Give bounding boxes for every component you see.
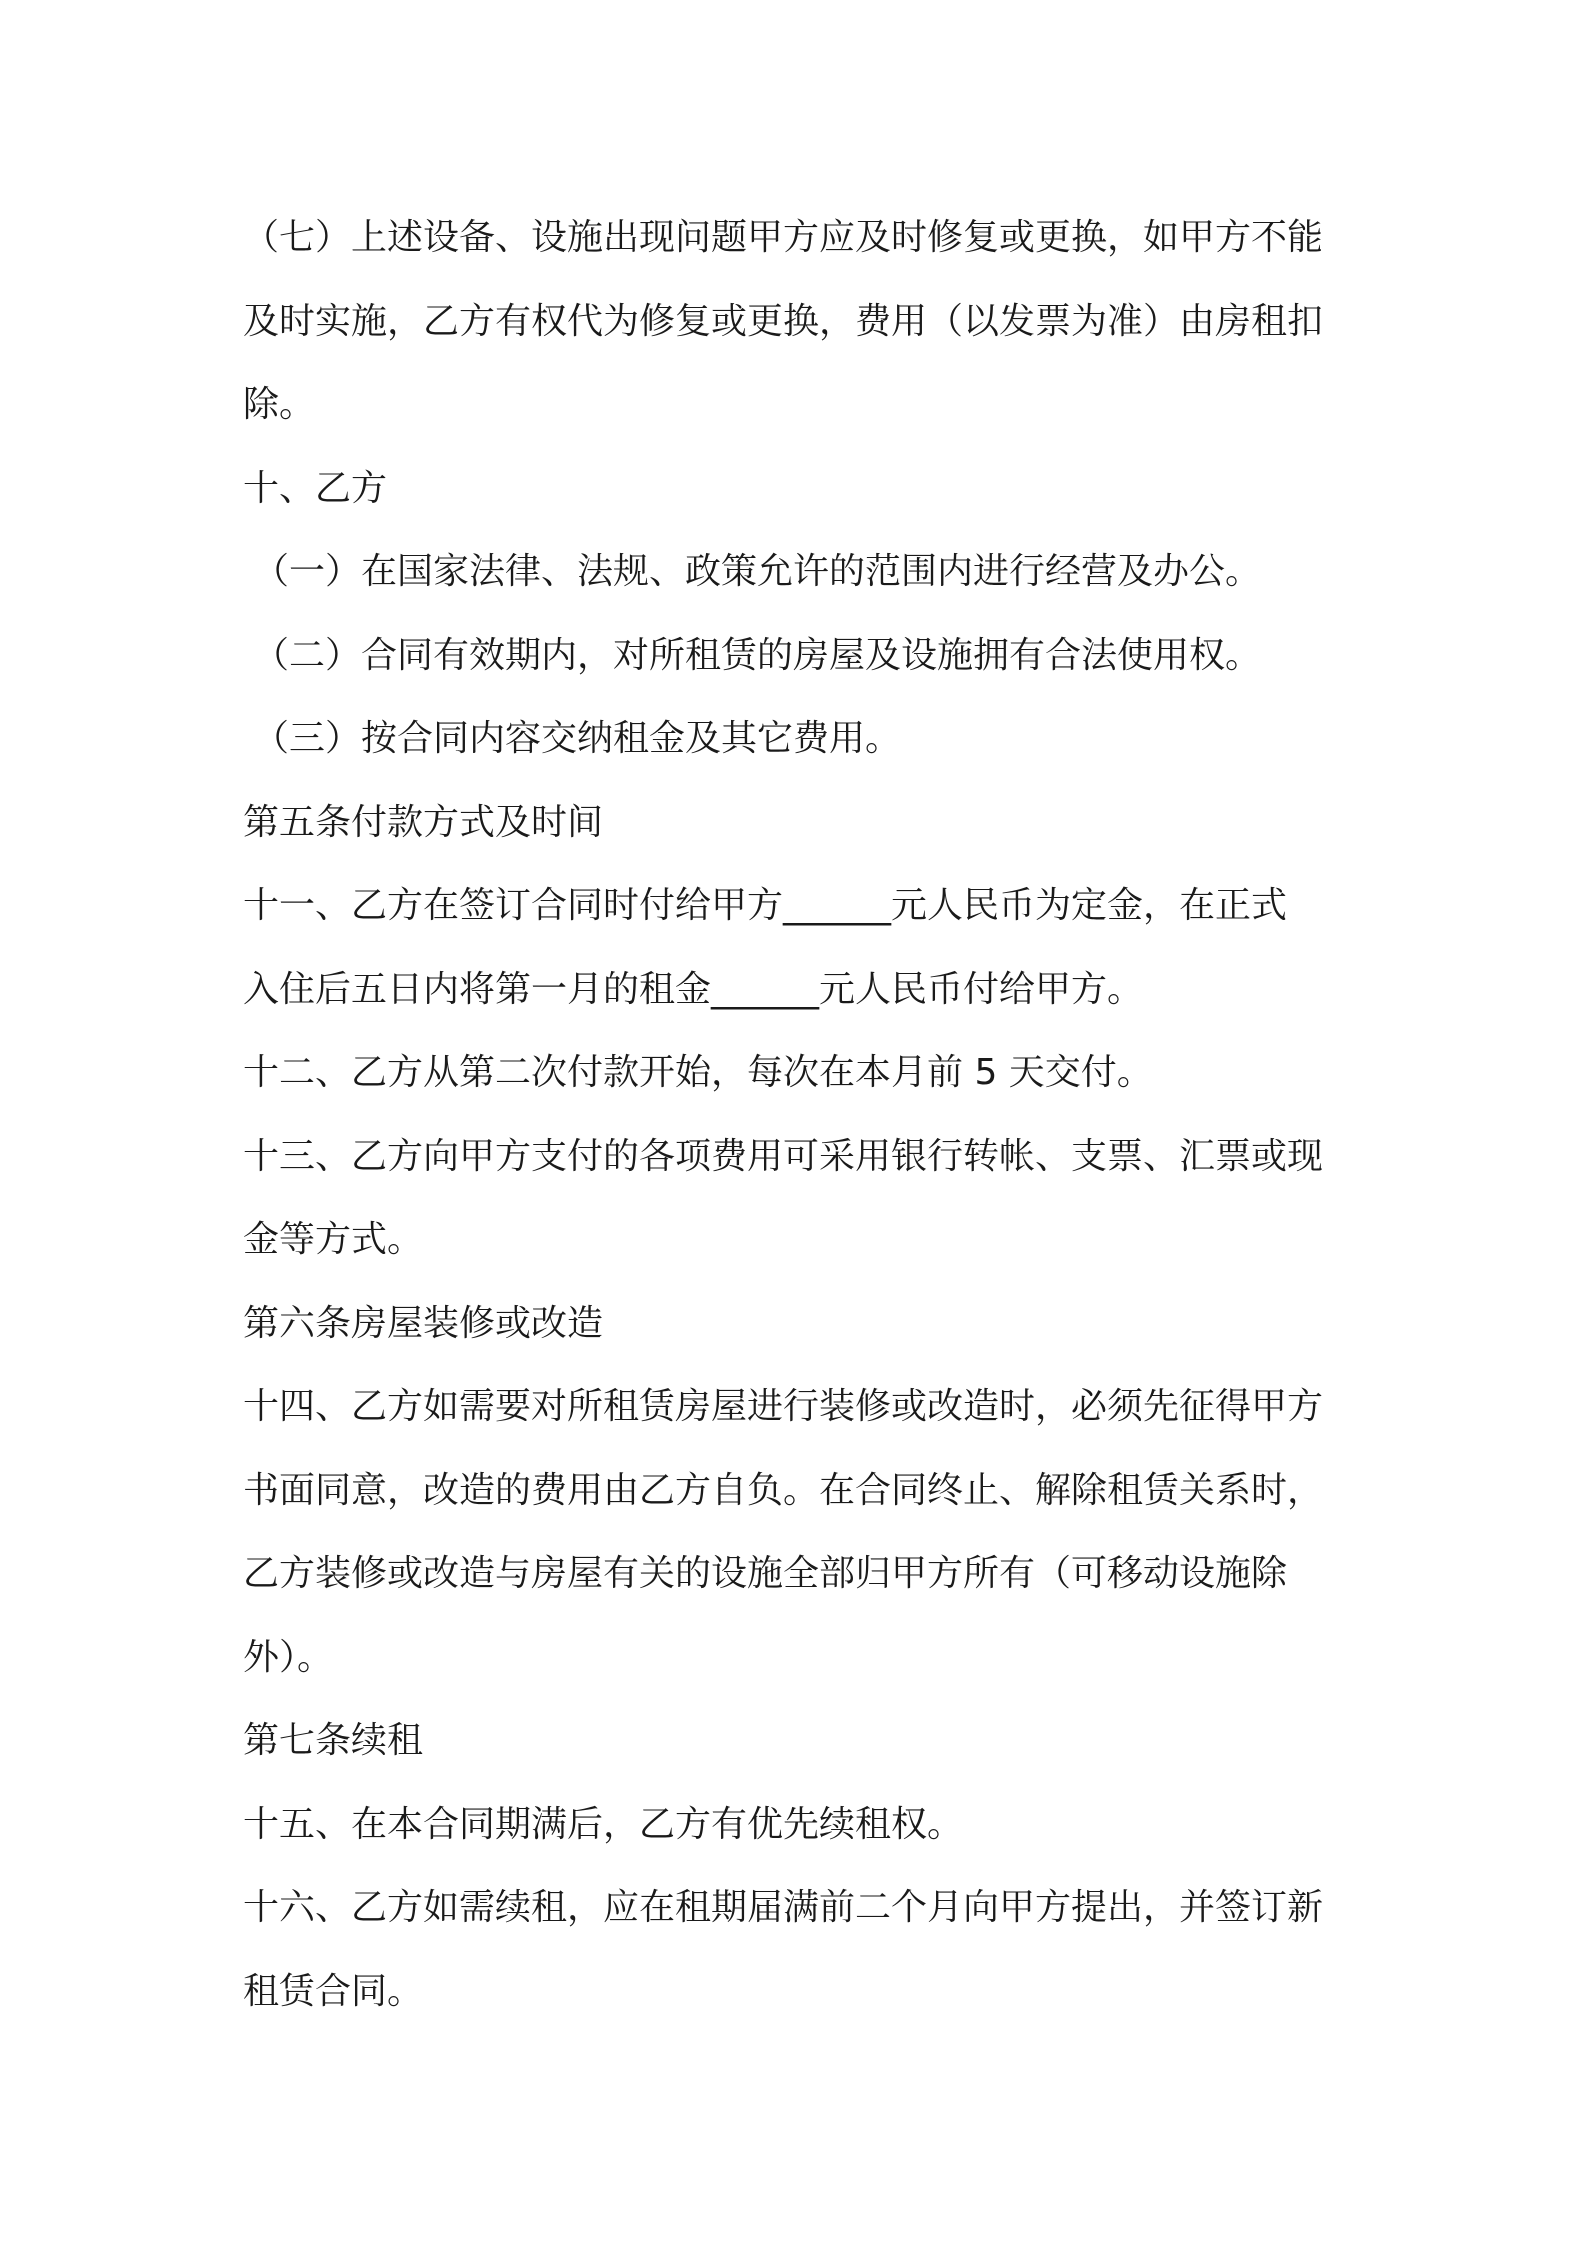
text-line: 入住后五日内将第一月的租金______元人民币付给甲方。 (243, 968, 1144, 1010)
article-heading: 第五条付款方式及时间 (243, 801, 604, 843)
text-line: 十一、乙方在签订合同时付给甲方______元人民币为定金，在正式 (243, 885, 1288, 926)
section-heading: 十、乙方 (243, 467, 388, 509)
text-line: 十三、乙方向甲方支付的各项费用可采用银行转帐、支票、汇票或现 (243, 1135, 1324, 1177)
list-item: （二）合同有效期内，对所租赁的房屋及设施拥有合法使用权。 (253, 634, 1262, 676)
text-line: 书面同意，改造的费用由乙方自负。在合同终止、解除租赁关系时， (243, 1469, 1324, 1511)
article-heading: 第七条续租 (243, 1720, 424, 1761)
list-item: （三）按合同内容交纳租金及其它费用。 (253, 718, 902, 759)
text-line: 十四、乙方如需要对所租赁房屋进行装修或改造时，必须先征得甲方 (243, 1386, 1324, 1427)
text-line: 十五、在本合同期满后，乙方有优先续租权。 (243, 1803, 964, 1845)
document-body (243, 196, 1363, 2033)
text-line: 除。 (243, 384, 316, 425)
text-line: 外）。 (243, 1636, 334, 1678)
text-line: 十二、乙方从第二次付款开始，每次在本月前 5 天交付。 (243, 1052, 1153, 1093)
text-line: 及时实施，乙方有权代为修复或更换，费用（以发票为准）由房租扣 (243, 300, 1324, 342)
text-line: 金等方式。 (243, 1219, 424, 1260)
list-item: （一）在国家法律、法规、政策允许的范围内进行经营及办公。 (253, 551, 1262, 592)
text-line: （七）上述设备、设施出现问题甲方应及时修复或更换，如甲方不能 (243, 217, 1324, 258)
text-line: 十六、乙方如需续租，应在租期届满前二个月向甲方提出，并签订新 (243, 1887, 1324, 1928)
article-heading: 第六条房屋装修或改造 (243, 1302, 604, 1344)
text-line: 乙方装修或改造与房屋有关的设施全部归甲方所有（可移动设施除 (243, 1553, 1288, 1594)
text-line: 租赁合同。 (243, 1970, 424, 2012)
